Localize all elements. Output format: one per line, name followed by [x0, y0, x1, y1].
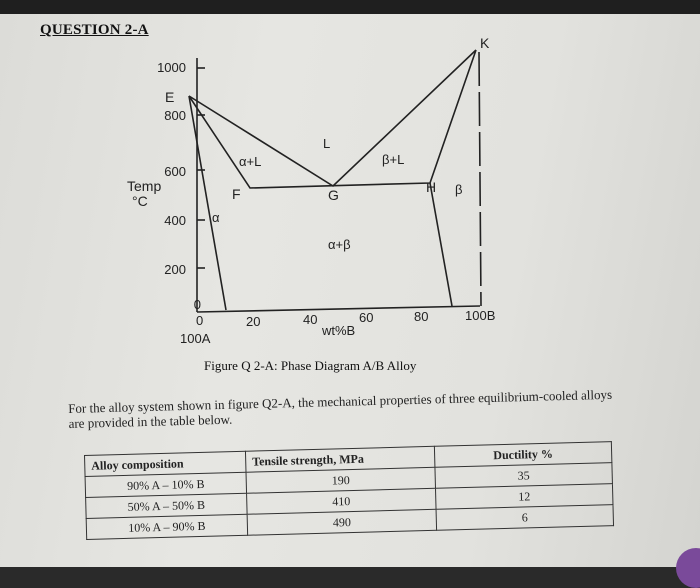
region-alpha: α: [212, 210, 220, 225]
y-tick-200: 200: [164, 262, 186, 277]
point-h: H: [426, 179, 437, 195]
x-tick-80: 80: [414, 309, 429, 324]
x-tick-60: 60: [359, 310, 374, 325]
header-ductility: Ductility %: [434, 442, 611, 468]
y-axis-label-unit: °C: [132, 193, 148, 209]
y-tick-1000: 1000: [157, 60, 186, 75]
beta-solvus-line: [430, 183, 452, 306]
cell-tensile: 490: [247, 509, 436, 535]
x-start-label: 100A: [180, 331, 211, 346]
x-tick-100b: 100B: [465, 308, 496, 323]
y-tick-0: 0: [193, 297, 201, 312]
point-k: K: [480, 35, 490, 51]
x-tick-0: 0: [196, 313, 204, 328]
cell-composition: 10% A – 90% B: [86, 514, 247, 539]
x-axis-label: wt%B: [322, 323, 356, 338]
point-g: G: [328, 187, 339, 203]
point-e: E: [165, 89, 175, 105]
cell-ductility: 12: [435, 484, 612, 510]
liquidus-line: [189, 50, 476, 186]
x-axis-line: [197, 306, 480, 312]
alpha-solvus-line: [189, 96, 226, 310]
question-paragraph: For the alloy system shown in figure Q2-A, the mechanical properties of three equilibrium-cooled alloys are provided in the table below.: [68, 386, 613, 431]
question-title: QUESTION 2-A: [40, 22, 149, 38]
cell-tensile: 410: [247, 488, 436, 514]
x-tick-40: 40: [303, 312, 318, 327]
solidus-line: [189, 50, 476, 188]
header-tensile-strength: Tensile strength, MPa: [245, 446, 434, 472]
region-beta-liquid: β+L: [382, 152, 405, 167]
properties-table: [84, 441, 614, 540]
region-beta: β: [455, 182, 463, 197]
point-f: F: [232, 186, 241, 202]
cell-ductility: 6: [436, 505, 613, 531]
region-alpha-liquid: α+L: [239, 154, 262, 169]
y-tick-600: 600: [164, 164, 186, 179]
properties-table-wrapper: [84, 441, 614, 540]
x-tick-20: 20: [246, 314, 261, 329]
region-alpha-beta: α+β: [328, 237, 351, 252]
cell-tensile: 190: [246, 467, 435, 493]
right-axis-line: [479, 52, 481, 306]
y-tick-400: 400: [164, 213, 186, 228]
figure-caption: Figure Q 2-A: Phase Diagram A/B Alloy: [204, 358, 417, 373]
cell-composition: 50% A – 50% B: [86, 493, 247, 518]
y-axis-label-temp: Temp: [127, 178, 162, 194]
header-alloy-composition: Alloy composition: [85, 451, 246, 476]
y-tick-800: 800: [164, 108, 186, 123]
cell-ductility: 35: [435, 463, 612, 489]
region-liquid: L: [323, 136, 331, 151]
cell-composition: 90% A – 10% B: [85, 472, 246, 497]
